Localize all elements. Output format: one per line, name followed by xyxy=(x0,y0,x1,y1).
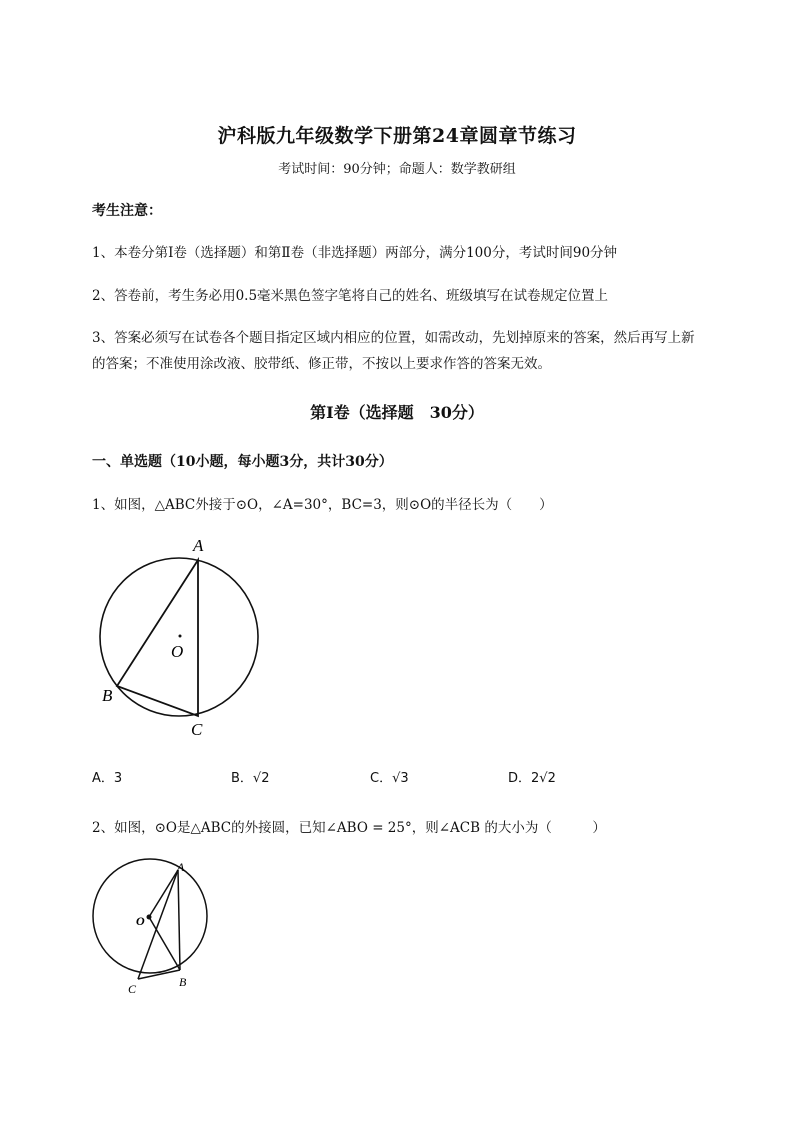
exam-info: 考试时间：90分钟；命题人：数学教研组 xyxy=(278,162,516,177)
label-a: A xyxy=(193,536,204,555)
question-1-figure xyxy=(90,530,270,740)
option-c[interactable]: C．√3 xyxy=(370,771,409,786)
label-c: C xyxy=(191,720,203,739)
notes-heading: 考生注意： xyxy=(92,203,162,219)
note-1: 1、本卷分第I卷（选择题）和第Ⅱ卷（非选择题）两部分，满分100分，考试时间90分钟 xyxy=(92,245,618,261)
label-o: O xyxy=(136,914,145,928)
triangle-abc xyxy=(117,560,198,716)
question-2-figure xyxy=(88,855,218,1000)
question-2-stem: 2、如图，⊙O是△ABC的外接圆，已知∠ABO = 25°，则∠ACB 的大小为（ ） xyxy=(92,820,606,836)
note-3-line-2: 的答案；不准使用涂改液、胶带纸、修正带，不按以上要求作答的答案无效。 xyxy=(92,356,551,372)
label-b: B xyxy=(179,975,187,989)
note-3-line-1: 3、答案必须写在试卷各个题目指定区域内相应的位置，如需改动，先划掉原来的答案，然后再写上新 xyxy=(92,330,695,346)
label-b: B xyxy=(102,686,113,705)
option-a[interactable]: A．3 xyxy=(92,771,123,786)
document-title: 沪科版九年级数学下册第24章圆章节练习 xyxy=(217,125,577,147)
label-o: O xyxy=(171,642,184,661)
label-c: C xyxy=(128,982,137,996)
section-title: 第I卷（选择题 30分） xyxy=(310,403,484,422)
option-b[interactable]: B．√2 xyxy=(231,771,270,786)
question-1-stem: 1、如图，△ABC外接于⊙O，∠A=30°，BC=3，则⊙O的半径长为（ ） xyxy=(92,497,553,513)
center-point xyxy=(179,635,182,638)
label-a: A xyxy=(177,860,185,874)
part-title: 一、单选题（10小题，每小题3分，共计30分） xyxy=(92,454,393,470)
note-2: 2、答卷前，考生务必用0.5毫米黑色签字笔将自己的姓名、班级填写在试卷规定位置上 xyxy=(92,288,609,304)
center-point xyxy=(147,915,152,920)
option-d[interactable]: D．2√2 xyxy=(508,771,556,786)
